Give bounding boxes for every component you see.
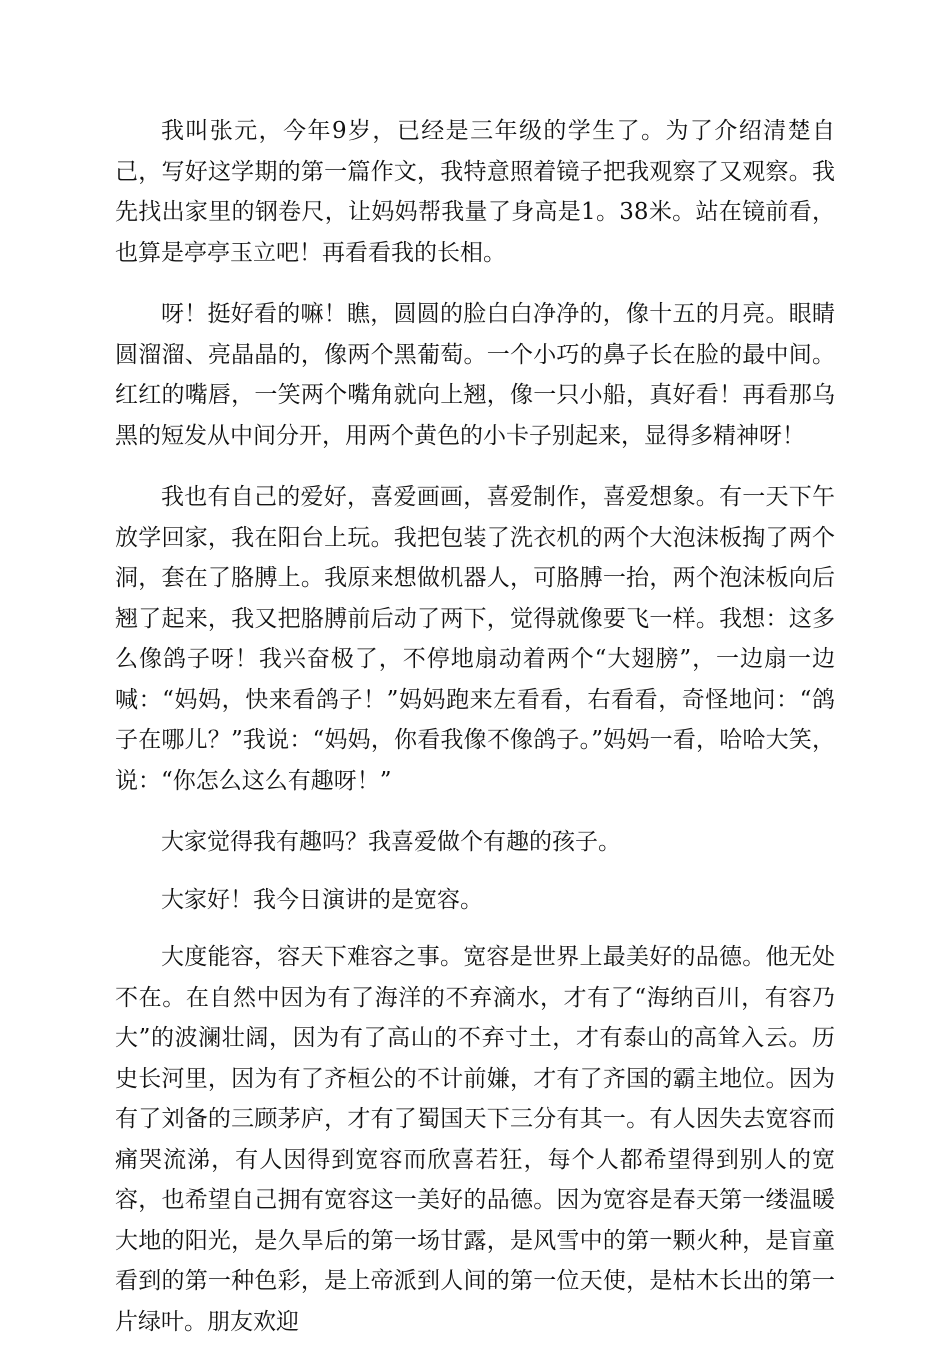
- document-body: [115, 111, 835, 1363]
- paragraph-tolerance: 大度能容，容天下难容之事。宽容是世界上最美好的品德。他无处不在。在自然中因为有了海洋的不弃滴水，才有了“海纳百川，有容乃大”的波澜壮阔，因为有了高山的不弃寸土，才有泰山的高耸入云。历史长河里，因为有了齐桓公的不计前嫌，才有了齐国的霸主地位。因为有了刘备的三顾茅庐，才有了蜀国天下三分有其一。有人因失去宽容而痛哭流涕，有人因得到宽容而欣喜若狂，每个人都希望得到别人的宽容，也希望自己拥有宽容这一美好的品德。因为宽容是春天第一缕温暖大地的阳光，是久旱后的第一场甘露，是风雪中的第一颗火种，是盲童看到的第一种色彩，是上帝派到人间的第一位天使，是枯木长出的第一片绿叶。朋友欢迎: [115, 944, 835, 1335]
- paragraph-self-intro: 我叫张元，今年9岁，已经是三年级的学生了。为了介绍清楚自己，写好这学期的第一篇作文，我特意照着镜子把我观察了又观察。我先找出家里的钢卷尺，让妈妈帮我量了身高是1。38米。站在镜前看，也算是亭亭玉立吧！再看看我的长相。: [115, 118, 835, 266]
- paragraph-speech-greeting: 大家好！我今日演讲的是宽容。: [161, 886, 483, 913]
- paragraph-appearance: 呀！挺好看的嘛！瞧，圆圆的脸白白净净的，像十五的月亮。眼睛圆溜溜、亮晶晶的，像两个黑葡萄。一个小巧的鼻子长在脸的最中间。红红的嘴唇，一笑两个嘴角就向上翘，像一只小船，真好看！再看那乌黑的短发从中间分开，用两个黄色的小卡子别起来，显得多精神呀！: [115, 301, 835, 449]
- paragraph-hobbies: 我也有自己的爱好，喜爱画画，喜爱制作，喜爱想象。有一天下午放学回家，我在阳台上玩。我把包装了洗衣机的两个大泡沫板掏了两个洞，套在了胳膊上。我原来想做机器人，可胳膊一抬，两个泡沫板向后翘了起来，我又把胳膊前后动了两下，觉得就像要飞一样。我想：这多么像鸽子呀！我兴奋极了，不停地扇动着两个“大翅膀”，一边扇一边喊：“妈妈，快来看鸽子！”妈妈跑来左看看，右看看，奇怪地问：“鸽子在哪儿？”我说：“妈妈，你看我像不像鸽子。”妈妈一看，哈哈大笑，说：“你怎么这么有趣呀！”: [115, 484, 835, 794]
- paragraph-closing-question: 大家觉得我有趣吗？我喜爱做个有趣的孩子。: [161, 829, 621, 855]
